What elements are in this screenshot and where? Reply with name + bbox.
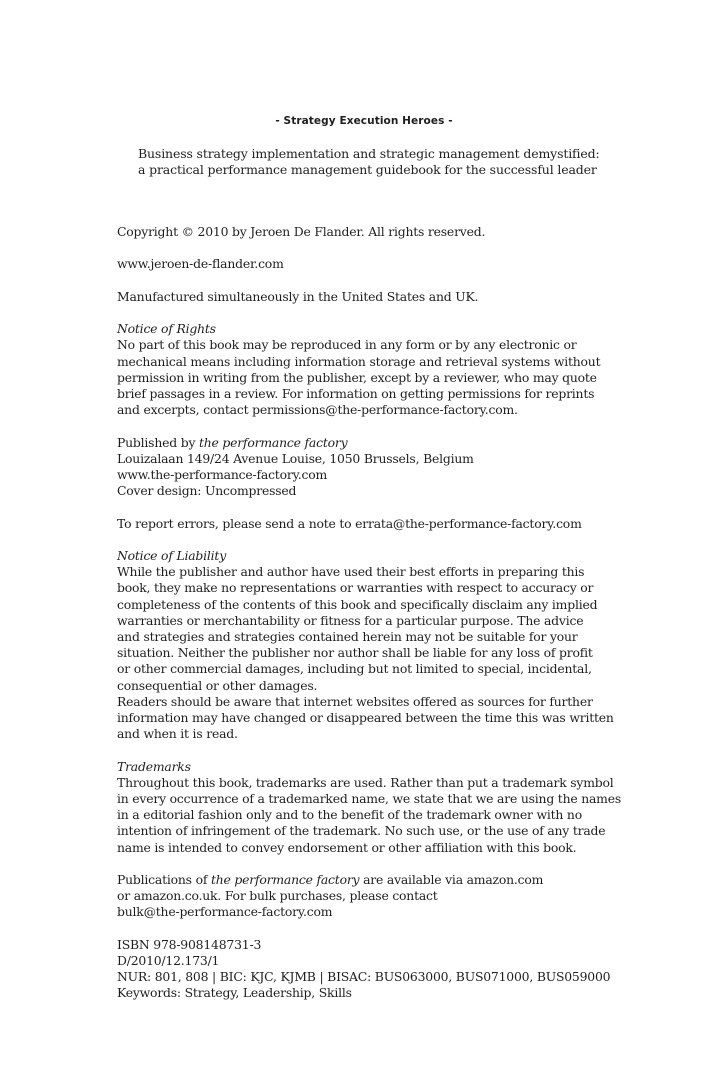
- publications-section: [117, 872, 607, 921]
- text-line: permission in writing from the publisher, except by a reviewer, who may quote: [117, 369, 597, 385]
- text-line: While the publisher and author have used their best efforts in preparing this: [117, 564, 585, 580]
- publisher-address: Louizalaan 149/24 Avenue Louise, 1050 Brussels, Belgium: [117, 450, 474, 466]
- published-by-line: Published by the performance factory: [117, 434, 348, 450]
- manufacturing-note: Manufactured simultaneously in the United States and UK.: [117, 288, 479, 304]
- text-line: or other commercial damages, including but not limited to special, incidental,: [117, 661, 592, 677]
- text-line: and excerpts, contact permissions@the-performance-factory.com.: [117, 402, 518, 418]
- author-website: www.jeroen-de-flander.com: [117, 256, 284, 272]
- publisher-website: www.the-performance-factory.com: [117, 466, 328, 482]
- notice-of-liability-section: [117, 547, 614, 742]
- text-line: book, they make no representations or warranties with respect to accuracy or: [117, 580, 594, 596]
- text-line: in every occurrence of a trademarked name, we state that we are using the names: [117, 791, 622, 806]
- text-line: Readers should be aware that internet websites offered as sources for further: [117, 693, 593, 709]
- trademarks-section: [117, 758, 622, 856]
- keywords: Keywords: Strategy, Leadership, Skills: [117, 985, 352, 1001]
- book-series-title: - Strategy Execution Heroes -: [275, 115, 453, 127]
- bulk-contact-email: bulk@the-performance-factory.com: [117, 904, 333, 920]
- text-line: and strategies and strategies contained herein may not be suitable for your: [117, 628, 578, 644]
- text-line: No part of this book may be reproduced in any form or by any electronic or: [117, 337, 577, 353]
- text-line: warranties or merchantability or fitness for a particular purpose. The advice: [117, 612, 584, 628]
- publisher-name: the performance factory: [210, 872, 360, 887]
- text-line: name is intended to convey endorsement or other affiliation with this book.: [117, 839, 577, 855]
- cover-design-credit: Cover design: Uncompressed: [117, 483, 297, 499]
- text-line: Publications of the performance factory are available via amazon.com: [117, 872, 544, 887]
- text-line: consequential or other damages.: [117, 677, 318, 693]
- errata-note: To report errors, please send a note to errata@the-performance-factory.com: [117, 515, 582, 531]
- section-heading: Trademarks: [117, 758, 191, 774]
- book-subtitle: [138, 146, 608, 178]
- subtitle-line: Business strategy implementation and strategic management demystified:: [138, 146, 600, 161]
- legal-deposit: D/2010/12.173/1: [117, 953, 220, 968]
- text-line: mechanical means including information storage and retrieval systems without: [117, 353, 601, 369]
- section-heading: Notice of Rights: [117, 321, 216, 337]
- classification-codes: NUR: 801, 808 | BIC: KJC, KJMB | BISAC: BUS063000, BUS071000, BUS059000: [117, 969, 611, 985]
- subtitle-line: a practical performance management guidebook for the successful leader: [138, 162, 597, 177]
- copyright-notice: Copyright © 2010 by Jeroen De Flander. All rights reserved.: [117, 224, 486, 239]
- notice-of-rights-section: [117, 321, 607, 418]
- text-line: intention of infringement of the trademark. No such use, or the use of any trade: [117, 823, 606, 839]
- publisher-section: [117, 435, 607, 500]
- text-line: Throughout this book, trademarks are used. Rather than put a trademark symbol: [117, 774, 614, 790]
- section-heading: Notice of Liability: [117, 547, 227, 563]
- catalog-info-section: [117, 936, 611, 1002]
- text-line: situation. Neither the publisher nor author shall be liable for any loss of profit: [117, 645, 593, 661]
- text-line: brief passages in a review. For information on getting permissions for reprints: [117, 385, 595, 401]
- text-line: or amazon.co.uk. For bulk purchases, please contact: [117, 888, 438, 904]
- publisher-name: the performance factory: [199, 434, 348, 450]
- copyright-page-body: [117, 224, 622, 1018]
- text-line: completeness of the contents of this book and specifically disclaim any implied: [117, 596, 598, 612]
- text-line: in a editorial fashion only and to the benefit of the trademark owner with no: [117, 807, 582, 823]
- text-line: and when it is read.: [117, 726, 238, 742]
- isbn: ISBN 978-908148731-3: [117, 936, 262, 952]
- text-line: information may have changed or disappeared between the time this was written: [117, 710, 614, 725]
